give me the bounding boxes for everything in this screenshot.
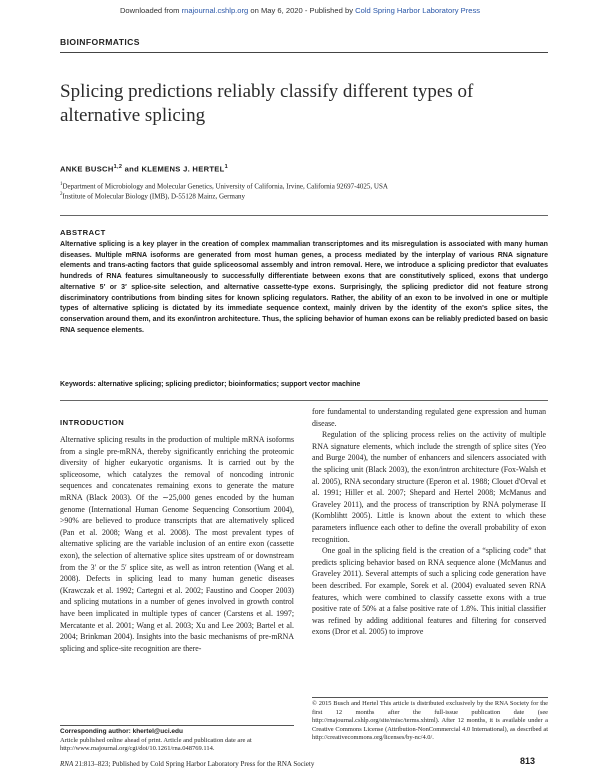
affiliation-1: [60, 182, 388, 190]
header-rule: [60, 52, 548, 53]
intro-paragraph-3: One goal in the splicing field is the creation of a “splicing code” that predicts splicing behavior based on RNA sequence alone (McManus and Graveley 2011). Several attempts of such a splicing code generation have been described. For example, Sorek et al. (2004) evaluated seven RNA features, which were combined to classify cassette exons with a true positive rate of 50% at a false positive rate of 1.8%. This initial classifier was refined by adding additional features and filtering for conserved exons (Dror et al. 2005) to improve: [312, 546, 546, 637]
keywords: Keywords: alternative splicing; splicing predictor; bioinformatics; support vector machine: [60, 381, 361, 388]
license-rule: [312, 697, 548, 698]
author-and: and: [124, 164, 140, 174]
affiliation-2-sup: 2: [60, 192, 63, 197]
author-1: ANKE BUSCH: [60, 164, 114, 174]
affiliation-2: [60, 192, 245, 200]
page-number: 813: [520, 756, 536, 766]
footnote-rule: [60, 725, 294, 726]
download-prefix: Downloaded from: [119, 6, 180, 15]
article-title: Splicing predictions reliably classify different types of alternative splicing: [60, 81, 474, 126]
abstract-top-rule: [60, 215, 548, 216]
corresponding-author: Corresponding author: khertel@uci.edu: [60, 728, 183, 735]
citation-line: 21:813–823; Published by Cold Spring Harbor Laboratory Press for the RNA Society: [74, 760, 315, 768]
intro-paragraph-2: Regulation of the splicing process relies on the activity of multiple RNA signature elements, which include the strength of splice sites (Yeo and Burge 2004), the number of enhancers and silencers associated with the splicing unit (Black 2003), the exon/intron architecture (Fox-Walsh et al. 2005), RNA secondary structure (Eperon et al. 1988; Clouet d'Orval et al. 1991; Hiller et al. 2007; Shepard and Hertel 2008; McManus and Graveley 2011), and the process of transcription by RNA polymerase II (Kornblihtt 2005). Little is known about the extent to which these parameters influence each other to define the overall probability of exon recognition.: [312, 430, 546, 544]
license-notice: © 2015 Busch and Hertel This article is distributed exclusively by the RNA Society for the first 12 months after the full-issue publication date (see http://rnajournal.cshlp.org/site/misc/terms.xhtml). After 12 months, it is available under a Creative Commons License (Attribution-NonCommercial 4.0 International), as described at http://creativecommons.org/licenses/by-nc/4.0/.: [312, 700, 548, 742]
journal-site-link[interactable]: rnajournal.cshlp.org: [181, 6, 249, 15]
introduction-heading: INTRODUCTION: [60, 418, 125, 427]
intro-paragraph-1: Alternative splicing results in the production of multiple mRNA isoforms from a single pre-mRNA, thereby significantly enriching the proteomic diversity of higher eukaryotic organisms. It is carried out by the spliceosome, which catalyzes the removal of noncoding intronic sequences and concatenates remaining exons to generate the mature mRNA (Black 2003). Of the ∼25,000 genes encoded by the human genome (International Human Genome Sequencing Consortium 2004), >90% are believed to produce transcripts that are alternatively spliced (Pan et al. 2008; Wang et al. 2008). The most prevalent types of alternative splicing are the variable inclusion of an entire exon (cassette exon), the selection of alternative splice sites upstream of or downstream from the 3′ or the 5′ splice site, as well as intron retention (Wang et al. 2008). Defects in splicing lead to many human genetic diseases (Krawczak et al. 1992; Cartegni et al. 2002; Faustino and Cooper 2003) and splicing mutations in a number of genes involved in growth control have been implicated in multiple types of cancer (Carstens et al. 1997; Mercatante et al. 2001; Wang et al. 2003; Xu and Lee 2003; Bartel et al. 2004; Brinkman 2004). Insights into the basic mechanisms of pre-mRNA splicing and splice-site recognition are there-: [60, 435, 294, 653]
affiliation-1-sup: 1: [60, 182, 63, 187]
correspondence-footnote: [60, 728, 294, 754]
abstract-heading: ABSTRACT: [60, 228, 106, 237]
article-publication-note: Article published online ahead of print. Article and publication date are at http://www.rnajournal.org/cgi/doi/10.1261/rna.048769.114.: [60, 736, 252, 753]
download-banner: [0, 6, 600, 15]
author-line: [60, 164, 228, 174]
publisher-link[interactable]: Cold Spring Harbor Laboratory Press: [355, 6, 481, 15]
author-2: KLEMENS J. HERTEL: [141, 164, 225, 174]
affiliation-2-text: Institute of Molecular Biology (IMB), D-55128 Mainz, Germany: [62, 192, 246, 201]
affiliation-1-text: Department of Microbiology and Molecular Genetics, University of California, Irvine, California 92697-4025, USA: [62, 182, 388, 191]
journal-name: RNA: [60, 760, 74, 768]
author-1-sup: 1,2: [113, 164, 123, 170]
right-column: [312, 406, 546, 638]
keywords-rule: [60, 400, 548, 401]
page-footer: [60, 760, 314, 768]
intro-paragraph-1-continued: fore fundamental to understanding regulated gene expression and human disease.: [312, 407, 546, 428]
author-2-sup: 1: [224, 164, 228, 170]
section-label: BIOINFORMATICS: [60, 37, 140, 47]
abstract-text: Alternative splicing is a key player in the creation of complex mammalian transcriptomes and its misregulation is associated with many human diseases. Multiple mRNA isoforms are generated from most human genes, a process mediated by the interplay of various RNA signature elements and trans-acting factors that guide spliceosomal assembly and intron removal. Here, we introduce a splicing predictor that evaluates hundreds of RNA features simultaneously to successfully differentiate between exons that are constitutively spliced, exons that undergo alternative 5′ or 3′ splice-site selection, and alternative cassette-type exons. Surprisingly, the splicing predictor did not feature strong discriminatory contributions from binding sites for known splicing regulators. Rather, the ability of an exon to be involved in one or multiple types of alternative splicing is dictated by its immediate sequence context, mainly driven by the identity of the exon's splice sites, the conservation around them, and its exon/intron architecture. Thus, the splicing behavior of human exons can be reliably predicted based on basic RNA sequence elements.: [60, 241, 548, 334]
download-middle: on May 6, 2020 - Published by: [250, 6, 353, 15]
left-column: [60, 434, 294, 654]
